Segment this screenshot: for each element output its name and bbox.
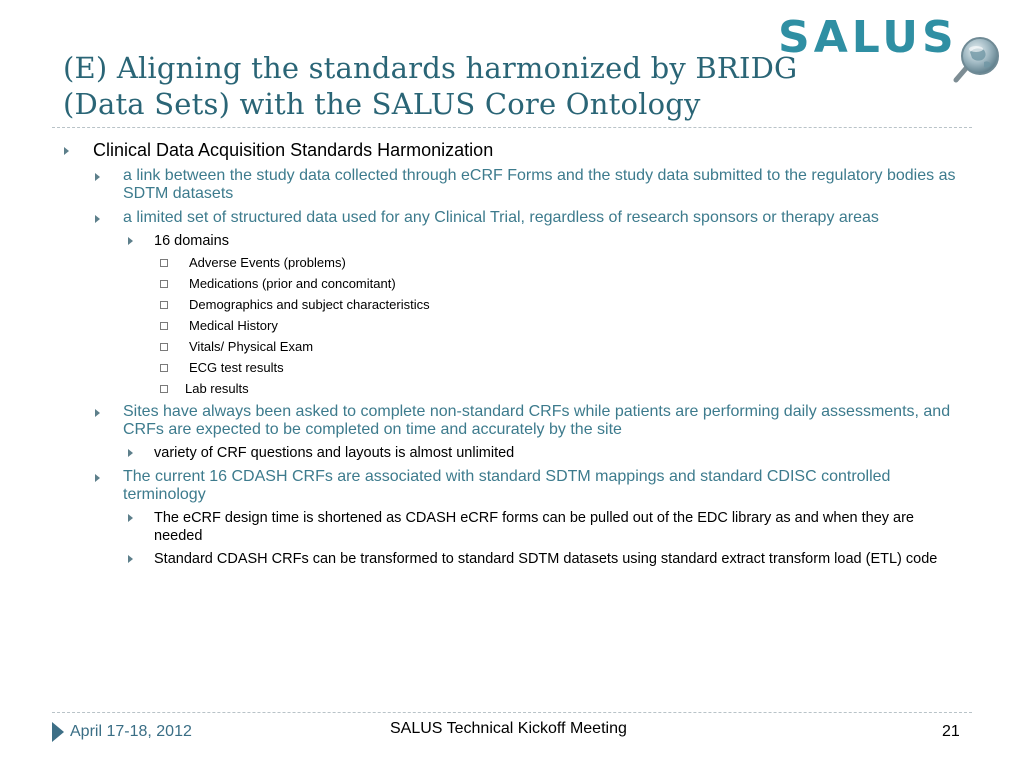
bullet-level1 bbox=[58, 139, 958, 161]
bullet-level3 bbox=[58, 232, 958, 250]
bullet-level2 bbox=[58, 403, 958, 439]
bullet-text: The eCRF design time is shortened as CDASH eCRF forms can be pulled out of the EDC library as and when they are needed bbox=[154, 510, 914, 544]
salus-logo bbox=[778, 10, 1008, 85]
domain-text: Vitals/ Physical Exam bbox=[189, 339, 314, 354]
square-bullet-icon bbox=[160, 280, 168, 288]
domain-text: Medications (prior and concomitant) bbox=[189, 276, 396, 291]
triangle-bullet-icon bbox=[95, 173, 100, 181]
triangle-bullet-icon bbox=[95, 215, 100, 223]
triangle-bullet-icon bbox=[128, 237, 133, 245]
triangle-bullet-icon bbox=[64, 147, 69, 155]
bullet-text: 16 domains bbox=[154, 233, 229, 249]
bullet-level2 bbox=[58, 468, 958, 504]
square-bullet-icon bbox=[160, 322, 168, 330]
domain-list-item bbox=[58, 338, 958, 355]
title-divider bbox=[52, 127, 972, 128]
domain-list-item bbox=[58, 317, 958, 334]
triangle-bullet-icon bbox=[95, 474, 100, 482]
domain-list-item bbox=[58, 275, 958, 292]
bullet-level2 bbox=[58, 209, 958, 227]
square-bullet-icon bbox=[160, 343, 168, 351]
salus-logo-text: SALUS bbox=[778, 12, 958, 63]
footer-divider bbox=[52, 712, 972, 713]
slide-body bbox=[58, 139, 958, 568]
bullet-level3 bbox=[58, 444, 958, 462]
domain-text: Adverse Events (problems) bbox=[189, 255, 346, 270]
bullet-text: Clinical Data Acquisition Standards Harmonization bbox=[93, 140, 494, 160]
domain-text: Lab results bbox=[185, 381, 249, 396]
slide-title-line-1: (E) Aligning the standards harmonized by BRIDG bbox=[63, 51, 798, 85]
globe-magnifier-icon bbox=[950, 32, 1006, 88]
domain-text: Demographics and subject characteristics bbox=[189, 297, 430, 312]
domain-list-item bbox=[58, 296, 958, 313]
domain-text: Medical History bbox=[189, 318, 278, 333]
bullet-text: Sites have always been asked to complete non-standard CRFs while patients are performing daily assessments, and CRFs are expected to be completed on time and accurately by the site bbox=[123, 403, 951, 438]
triangle-bullet-icon bbox=[128, 555, 133, 563]
bullet-level3 bbox=[58, 550, 958, 568]
bullet-text: variety of CRF questions and layouts is almost unlimited bbox=[154, 445, 515, 461]
bullet-text: a link between the study data collected through eCRF Forms and the study data submitted to the regulatory bodies as SDTM datasets bbox=[123, 167, 956, 202]
domain-list-item bbox=[58, 380, 958, 397]
page-number: 21 bbox=[942, 723, 960, 740]
bullet-text: a limited set of structured data used for any Clinical Trial, regardless of research sponsors or therapy areas bbox=[123, 209, 879, 226]
bullet-level3 bbox=[58, 509, 958, 545]
triangle-bullet-icon bbox=[95, 409, 100, 417]
slide-title bbox=[63, 50, 823, 122]
square-bullet-icon bbox=[160, 301, 168, 309]
bullet-text: The current 16 CDASH CRFs are associated with standard SDTM mappings and standard CDISC controlled terminology bbox=[123, 468, 891, 503]
domain-text: ECG test results bbox=[189, 360, 284, 375]
bullet-level2 bbox=[58, 167, 958, 203]
domain-list-item bbox=[58, 254, 958, 271]
domain-list-item bbox=[58, 359, 958, 376]
square-bullet-icon bbox=[160, 259, 168, 267]
footer-event-title: SALUS Technical Kickoff Meeting bbox=[390, 720, 627, 737]
triangle-bullet-icon bbox=[128, 449, 133, 457]
bullet-text: Standard CDASH CRFs can be transformed to standard SDTM datasets using standard extract transform load (ETL) code bbox=[154, 551, 938, 567]
square-bullet-icon bbox=[160, 385, 168, 393]
square-bullet-icon bbox=[160, 364, 168, 372]
triangle-bullet-icon bbox=[128, 514, 133, 522]
slide-title-line-2: (Data Sets) with the SALUS Core Ontology bbox=[63, 87, 701, 121]
footer-arrow-icon bbox=[52, 722, 64, 742]
footer-date: April 17-18, 2012 bbox=[70, 723, 192, 740]
